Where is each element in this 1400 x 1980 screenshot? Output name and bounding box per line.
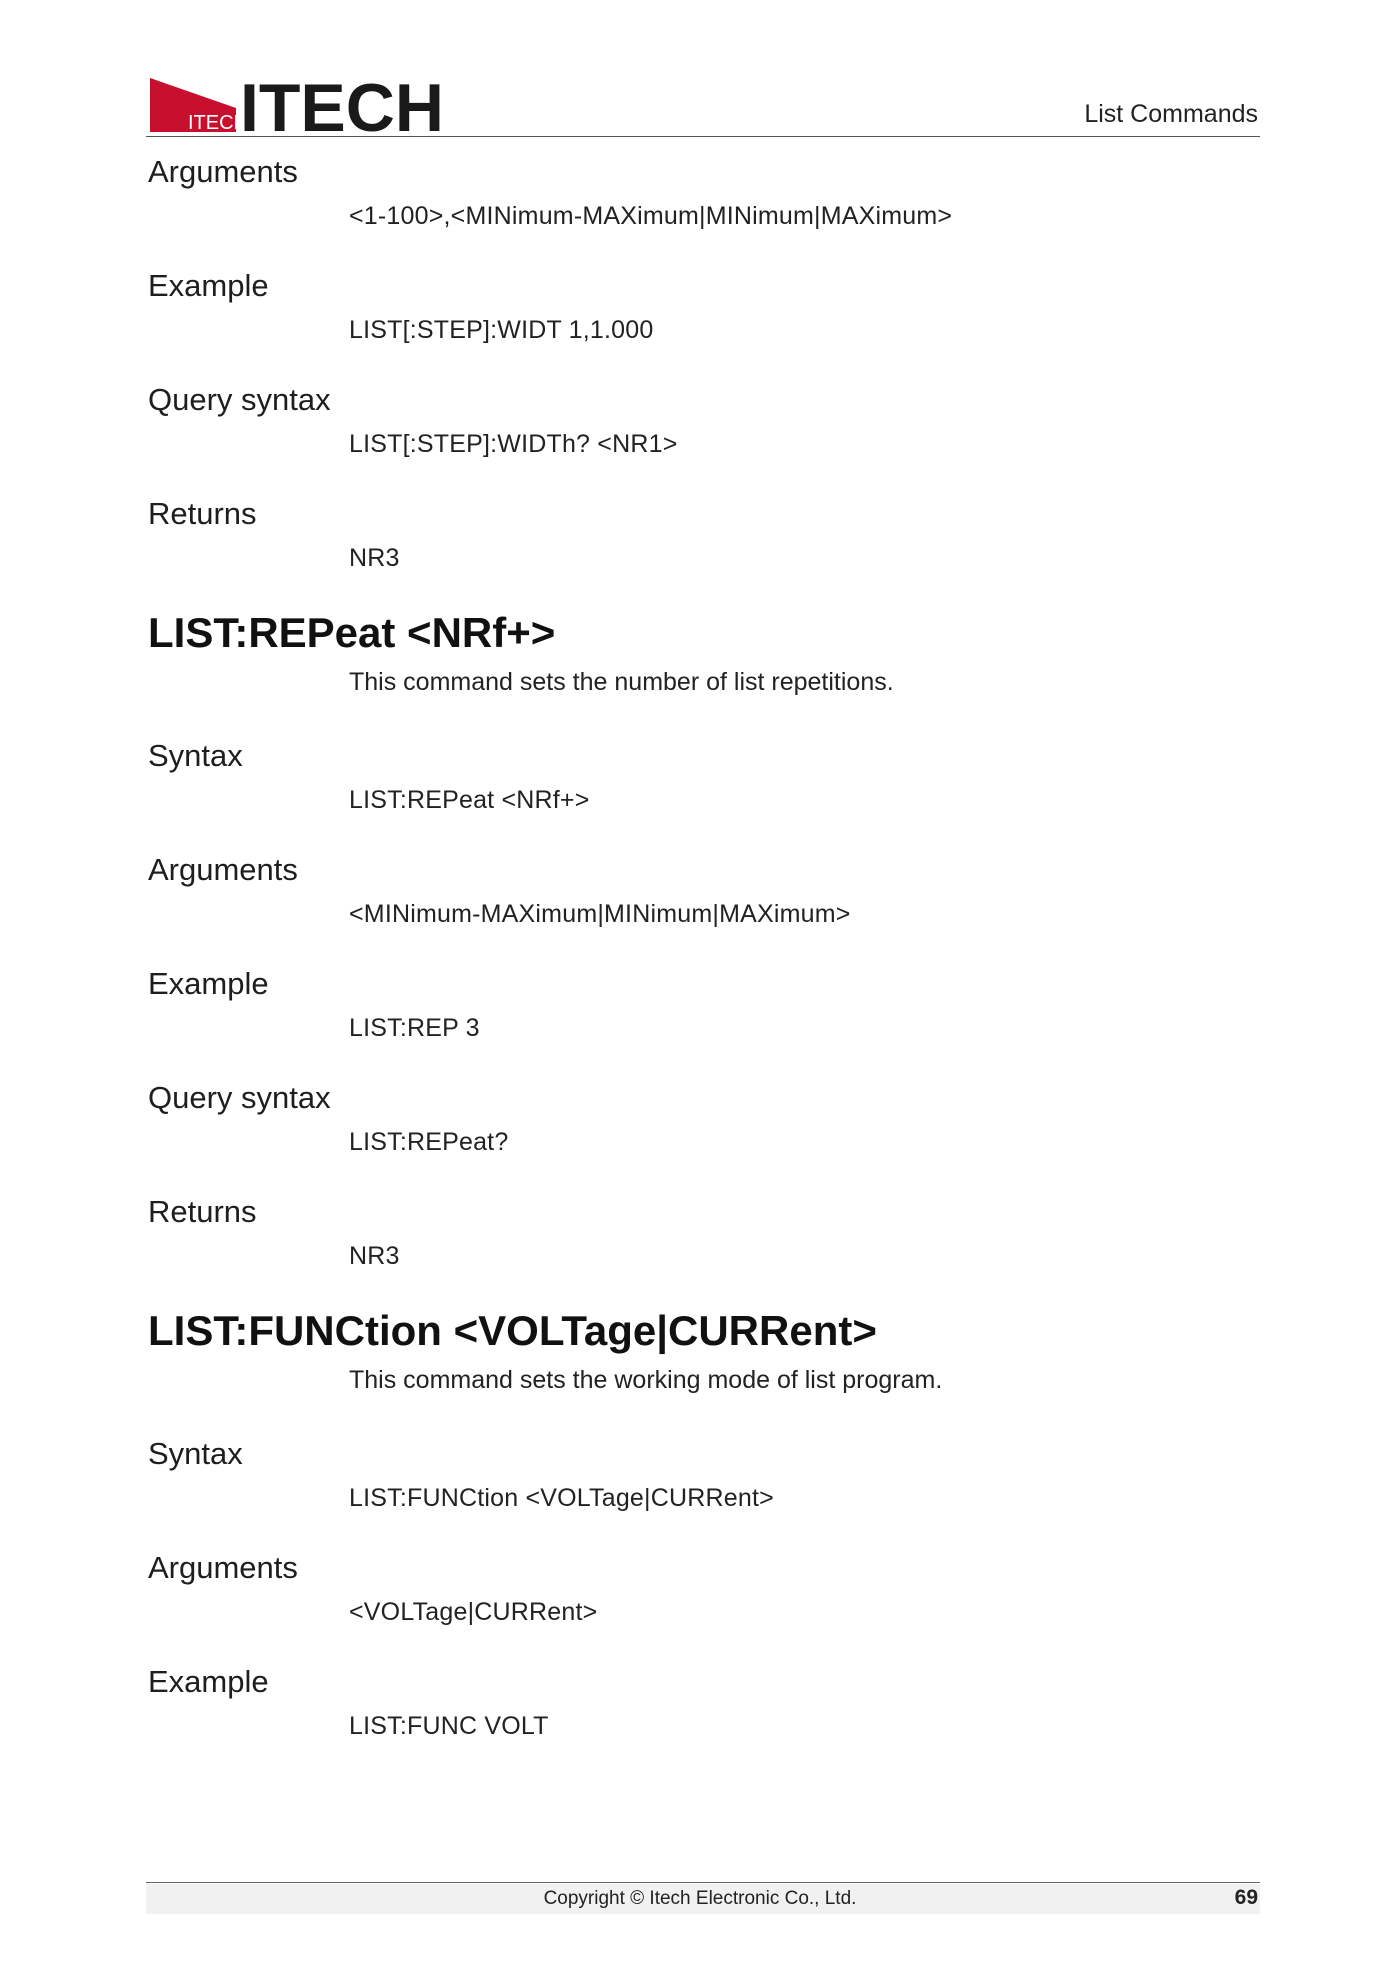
field-block xyxy=(148,270,1258,343)
field-label: Arguments xyxy=(148,154,298,189)
field-label: Example xyxy=(148,1664,269,1699)
field-value: LIST:REP 3 xyxy=(349,1014,480,1042)
logo-small-text: ITECH xyxy=(188,112,248,134)
field-label: Example xyxy=(148,966,269,1001)
field-value: LIST[:STEP]:WIDTh? <NR1> xyxy=(349,430,678,458)
field-block xyxy=(148,1438,1258,1511)
running-title: List Commands xyxy=(1084,100,1258,128)
field-label: Arguments xyxy=(148,852,298,887)
section-heading-function: LIST:FUNCtion <VOLTage|CURRent> xyxy=(148,1307,877,1354)
field-label: Arguments xyxy=(148,1550,298,1585)
field-value: <1-100>,<MINimum-MAXimum|MINimum|MAXimum> xyxy=(349,202,953,230)
field-value: LIST:FUNCtion <VOLTage|CURRent> xyxy=(349,1484,774,1512)
logo-wordmark: ITECH xyxy=(240,72,444,136)
section-description: This command sets the working mode of list program. xyxy=(349,1366,943,1394)
page-number: 69 xyxy=(1234,1886,1258,1909)
field-block xyxy=(148,156,1258,229)
field-value: NR3 xyxy=(349,1242,400,1270)
field-value: LIST:FUNC VOLT xyxy=(349,1712,549,1740)
field-value: NR3 xyxy=(349,544,400,572)
field-label: Example xyxy=(148,268,269,303)
field-value: LIST[:STEP]:WIDT 1,1.000 xyxy=(349,316,654,344)
field-label: Query syntax xyxy=(148,1080,331,1115)
header-divider xyxy=(146,136,1260,137)
itech-logo xyxy=(148,72,462,136)
field-block xyxy=(148,740,1258,813)
section-heading-repeat: LIST:REPeat <NRf+> xyxy=(148,609,556,656)
field-label: Returns xyxy=(148,496,257,531)
field-value: <VOLTage|CURRent> xyxy=(349,1598,598,1626)
field-block xyxy=(148,1552,1258,1625)
field-block xyxy=(148,968,1258,1041)
field-block xyxy=(148,1082,1258,1155)
field-label: Syntax xyxy=(148,738,243,773)
field-block xyxy=(148,1196,1258,1269)
field-block xyxy=(148,498,1258,571)
section-description: This command sets the number of list repetitions. xyxy=(349,668,894,696)
field-label: Query syntax xyxy=(148,382,331,417)
field-block xyxy=(148,1666,1258,1739)
footer-divider xyxy=(146,1882,1260,1883)
field-value: LIST:REPeat? xyxy=(349,1128,509,1156)
copyright-text: Copyright © Itech Electronic Co., Ltd. xyxy=(543,1888,857,1909)
field-label: Returns xyxy=(148,1194,257,1229)
field-block xyxy=(148,384,1258,457)
field-value: <MINimum-MAXimum|MINimum|MAXimum> xyxy=(349,900,851,928)
field-value: LIST:REPeat <NRf+> xyxy=(349,786,590,814)
field-label: Syntax xyxy=(148,1436,243,1471)
field-block xyxy=(148,854,1258,927)
page-content xyxy=(148,156,1258,1780)
